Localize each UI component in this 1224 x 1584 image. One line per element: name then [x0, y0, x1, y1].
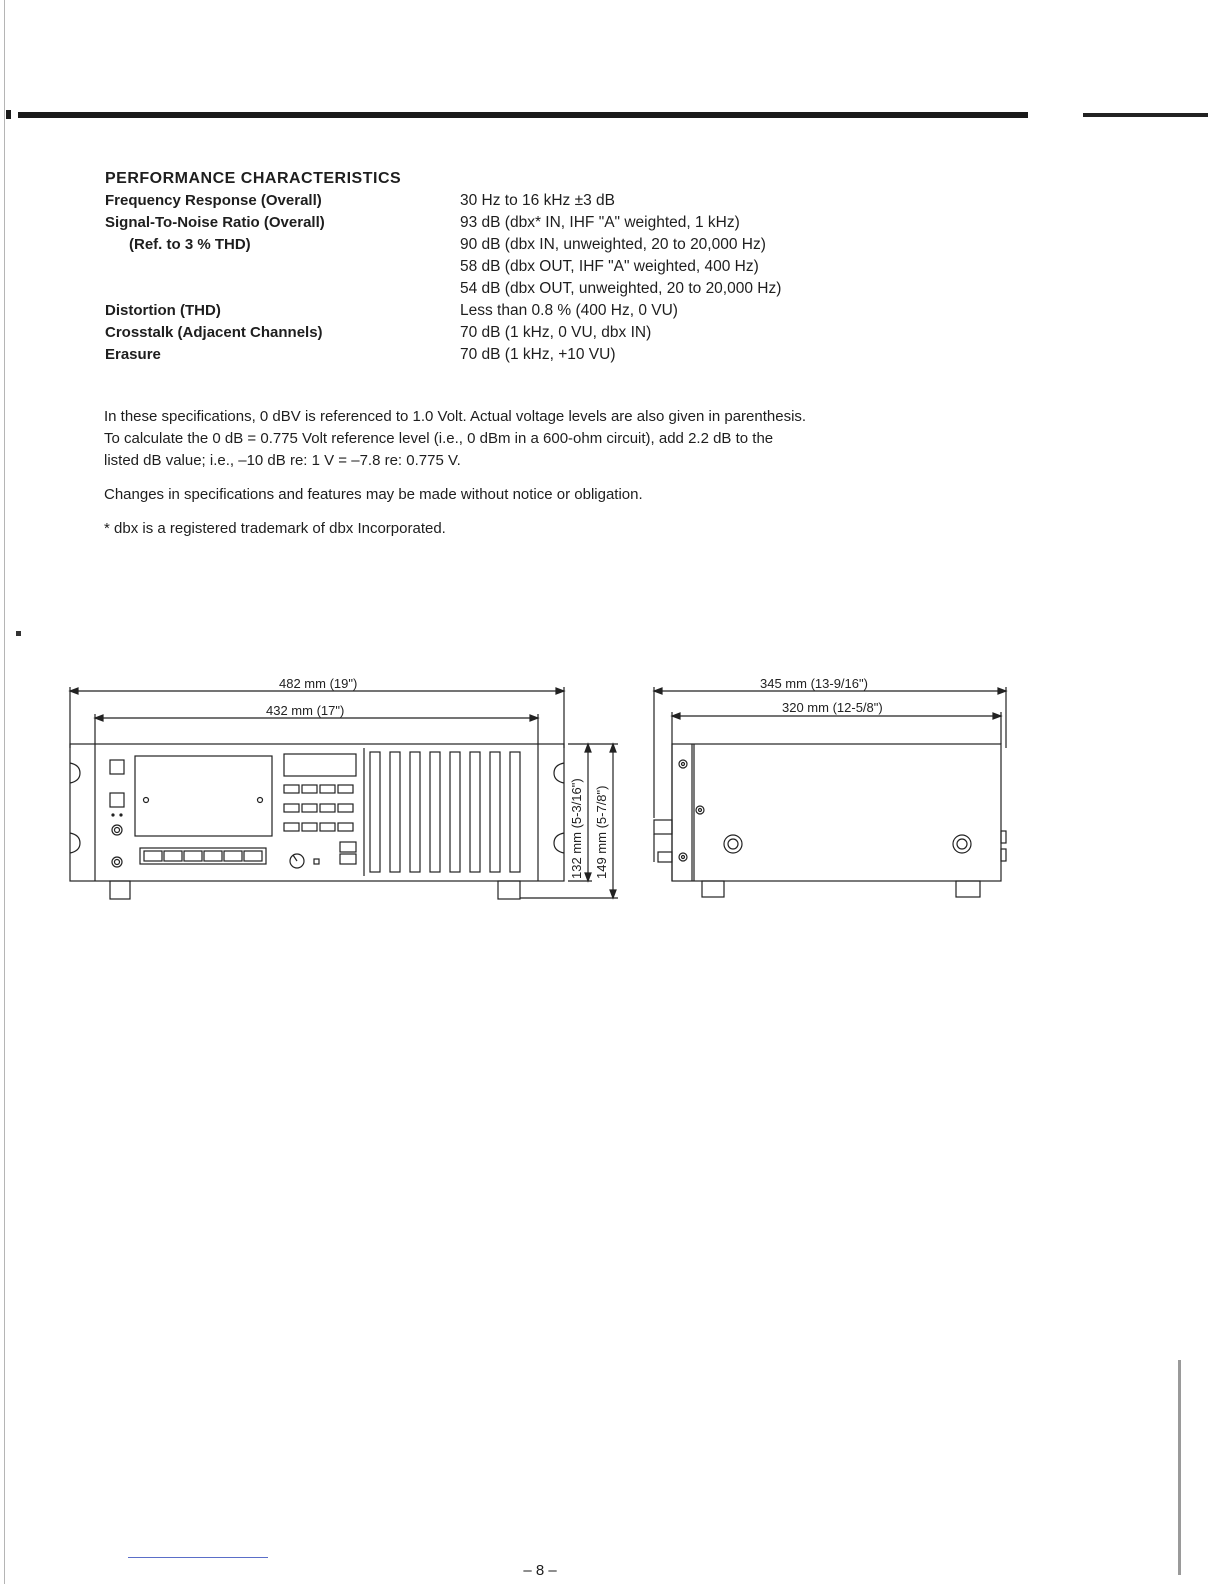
- spec-row-frequency-response: [105, 190, 1005, 212]
- spec-row-crosstalk: [105, 322, 1005, 344]
- scan-underline-mark: [128, 1557, 268, 1558]
- spec-value: 93 dB (dbx* IN, IHF "A" weighted, 1 kHz): [460, 214, 740, 231]
- changes-note: Changes in specifications and features may be made without notice or obligation.: [104, 486, 643, 503]
- rule-corner-mark: [6, 110, 11, 119]
- body-height-label: 132 mm (5-3/16"): [569, 778, 584, 879]
- reference-note-line-1: In these specifications, 0 dBV is referenced to 1.0 Volt. Actual voltage levels are also given in parenthesis.: [104, 408, 807, 425]
- spec-row-snr-dbx-in-weighted: [105, 212, 1005, 234]
- spec-row-erasure: [105, 344, 1005, 366]
- overall-height-label: 149 mm (5-7/8"): [594, 785, 609, 879]
- spec-label: Distortion (THD): [105, 302, 221, 319]
- spec-label: Crosstalk (Adjacent Channels): [105, 324, 323, 341]
- header-rule: [18, 112, 1028, 118]
- side-body-depth-label: 320 mm (12-5/8"): [782, 700, 883, 715]
- spec-label: Signal-To-Noise Ratio (Overall): [105, 214, 325, 231]
- reference-note-line-2: To calculate the 0 dB = 0.775 Volt reference level (i.e., 0 dBm in a 600-ohm circuit), add 2.2 dB to the: [104, 430, 774, 447]
- spec-row-snr-dbx-in-unweighted: [105, 234, 1005, 256]
- spec-row-snr-dbx-out-weighted: [105, 256, 1005, 278]
- spec-heading: PERFORMANCE CHARACTERISTICS: [105, 170, 402, 187]
- performance-characteristics: [105, 168, 1005, 366]
- spec-value: 70 dB (1 kHz, +10 VU): [460, 346, 616, 363]
- scan-edge-line: [4, 0, 5, 1584]
- spec-label: Erasure: [105, 346, 161, 363]
- side-overall-depth-label: 345 mm (13-9/16"): [760, 676, 868, 691]
- scan-edge-mark: [1178, 1360, 1181, 1575]
- spec-value: 54 dB (dbx OUT, unweighted, 20 to 20,000 Hz): [460, 280, 782, 297]
- front-overall-width-label: 482 mm (19"): [279, 676, 358, 691]
- header-rule-right: [1083, 113, 1208, 117]
- front-body-width-label: 432 mm (17"): [266, 703, 345, 718]
- reference-note-line-3: listed dB value; i.e., –10 dB re: 1 V = –7.8 re: 0.775 V.: [104, 452, 461, 469]
- spec-value: 58 dB (dbx OUT, IHF "A" weighted, 400 Hz): [460, 258, 759, 275]
- specification-notes: [104, 406, 964, 540]
- spec-label: (Ref. to 3 % THD): [129, 236, 251, 253]
- spec-value: Less than 0.8 % (400 Hz, 0 VU): [460, 302, 678, 319]
- dimension-drawings: [60, 668, 1020, 918]
- dimension-drawing-svg: [60, 668, 1020, 918]
- scan-speck: [16, 631, 21, 636]
- spec-value: 90 dB (dbx IN, unweighted, 20 to 20,000 Hz): [460, 236, 766, 253]
- spec-row-distortion: [105, 300, 1005, 322]
- spec-value: 30 Hz to 16 kHz ±3 dB: [460, 192, 615, 209]
- trademark-note: * dbx is a registered trademark of dbx Incorporated.: [104, 520, 446, 537]
- page-number: – 8 –: [523, 1562, 557, 1579]
- spec-label: Frequency Response (Overall): [105, 192, 322, 209]
- spec-row-snr-dbx-out-unweighted: [105, 278, 1005, 300]
- spec-value: 70 dB (1 kHz, 0 VU, dbx IN): [460, 324, 652, 341]
